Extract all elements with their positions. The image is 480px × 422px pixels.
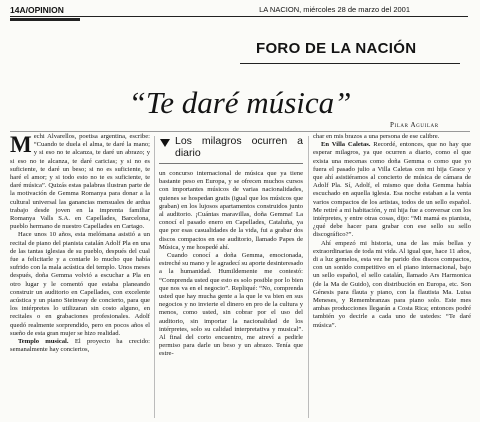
forum-heading: FORO DE LA NACIÓN [256,40,417,57]
pull-quote-text: Los milagros ocurren a diario [175,135,303,159]
subheading: Templo musical. [18,338,69,346]
dateline: LA NACION, miércoles 28 de marzo del 2001 [259,5,410,14]
paragraph: Hace unos 10 años, esta melómana asistió a un recital de piano del pianista catalán Adolf Pla en una de las tantas iglesias de su pueblo, después del cual fue a felicitarle y a contarle lo mucho que había sufrido con la mala acústica del templo. Unos meses después, doña Gemma volvió a escuchar a Pla en otro lugar y le comentó que estaba planeando construir un auditorio en Capellades, con excelente acústica y un piano Steinway de concierto, para que los intérpretes lo utilizaran sin costo alguno, en recitales o en grabaciones profesionales. Adolf quedó realmente sorprendido, pero en pocos años el sueño de esta gran mujer se hizo realidad. [10,231,150,337]
paragraph: Cuando conocí a doña Gemma, emocionada, estreché su mano y le agradecí su aporte desinteresado a la humanidad. Humildemente me contestó: “Comprenda usted que esto es solo posible por lo bien que nos va en el negocio”. Repliqué: “No, comprenda usted que hay mucha gente a la que le va bien en sus negocios y no invierte el dinero en pro de la cultura y menos, como usted, sin cobrar por el uso del auditorio, sin importar la nacionalidad de los intérpretes, solo su calidad interpretativa y musical”. Al final del corto encuentro, me atreví a pedirle permiso para darle un beso y un abrazo. Tenía que estre- [159,252,303,358]
article-column-1 [10,133,150,419]
article-column-2 [159,135,303,419]
paragraph [313,141,471,239]
article-column-3 [313,133,471,419]
article-title: “Te daré música” [128,85,352,120]
paragraph [10,133,150,231]
paragraph-text: El proyecto ha crecido: semanalmente hay conciertos, [10,338,150,354]
paragraph-text: Recordé, entonces, que no hay que esperar milagros, ya que ocurren a diario, como el que exista una mecenas como doña Gemma o como que yo fuera el pasado julio a Villa Caletas con mi hija Grace y que ahí asistiéramos al concierto de música de cámara de Adolf Pla. Sí, Adolf, el mismo que doña Gemma había escuchado en aquella iglesia. Esa noche estaban a la venta varios compactos de los artistas, todos de un sello español. Me retiré a mi habitación, y mi hija fue a conversar con los intérpretes, y entre otras cosas, dijo: “Mi mamá es pianista, ¿qué debe hacer para grabar con ese sello su sello discográfico?”. [313,141,471,239]
forum-rule [240,63,460,64]
paragraph: Ahí empezó mi historia, una de las más bellas y extraordinarias de toda mi vida. Al igual que, hace 11 años, di a luz gemelos, esta vez he parido dos discos compactos, con un sonido competitivo en el piano internacional, bajo un sello español, el sello catalán, llamado Ars Harmonica (de la Ma de Guido), con distribución en Europa, etc. Son Génesis para flauta y piano, con la flautista Ma. Luisa Meneses, y Remembranzas para piano solo. Este mes ambas producciones llegarán a Costa Rica; entonces podré también yo decirle a cada uno de ustedes: “Te daré música”. [313,239,471,329]
paragraph: un concurso internacional de música que ya tiene bastante peso en Europa, y se ofrecen muchos cursos con importantes músicos de varias nacionalidades, quienes se hospedan gratis (igual que los músicos que graban) en los lujosos apartamentos construidos junto al auditorio. ¡Cuántas maravillas, doña Gemma! La conocí el pasado enero en Capellades, Cataluña, ya que por esas casualidades de la vida, fui a grabar dos discos compactos en ese auditorio, llamado Papes de Música, y me hospedé ahí. [159,170,303,251]
header-rule [10,16,468,17]
article-rule [10,131,470,132]
header-strip [10,18,80,21]
pull-quote [159,135,303,164]
column-divider [308,136,309,418]
column-divider [154,136,155,418]
paragraph [10,338,150,354]
drop-cap: M [10,133,32,157]
author-byline: Pilar Aguilar [390,121,439,129]
section-label: 14A/OPINION [10,5,64,15]
subheading: En Villa Caletas. [321,141,371,149]
paragraph-text: echi Alvarellos, poetisa argentina, escribe: “Cuando te duela el alma, te daré la mano; y si eso no te alcanza, te daré un abrazo; y si eso no te alcanza, te daré caricias; y si no es suficiente, te daré un beso; si no es suficiente, te haré el amor; y si todo esto no te es suficiente, te daré música”. Quizás estas palabras ilustran parte de la motivación de Gemma Romanya para donar a la cultural universal las ganancias mensuales de ardua trabajo desde joven en la imprenta familiar Romanya Valls S.A. en Capellades, Barcelona, pueblo hermano de nuestro Capellades en Cartago. [10,133,150,231]
paragraph: char en mis brazos a una persona de ese calibre. [313,133,440,140]
triangle-icon [160,139,170,147]
